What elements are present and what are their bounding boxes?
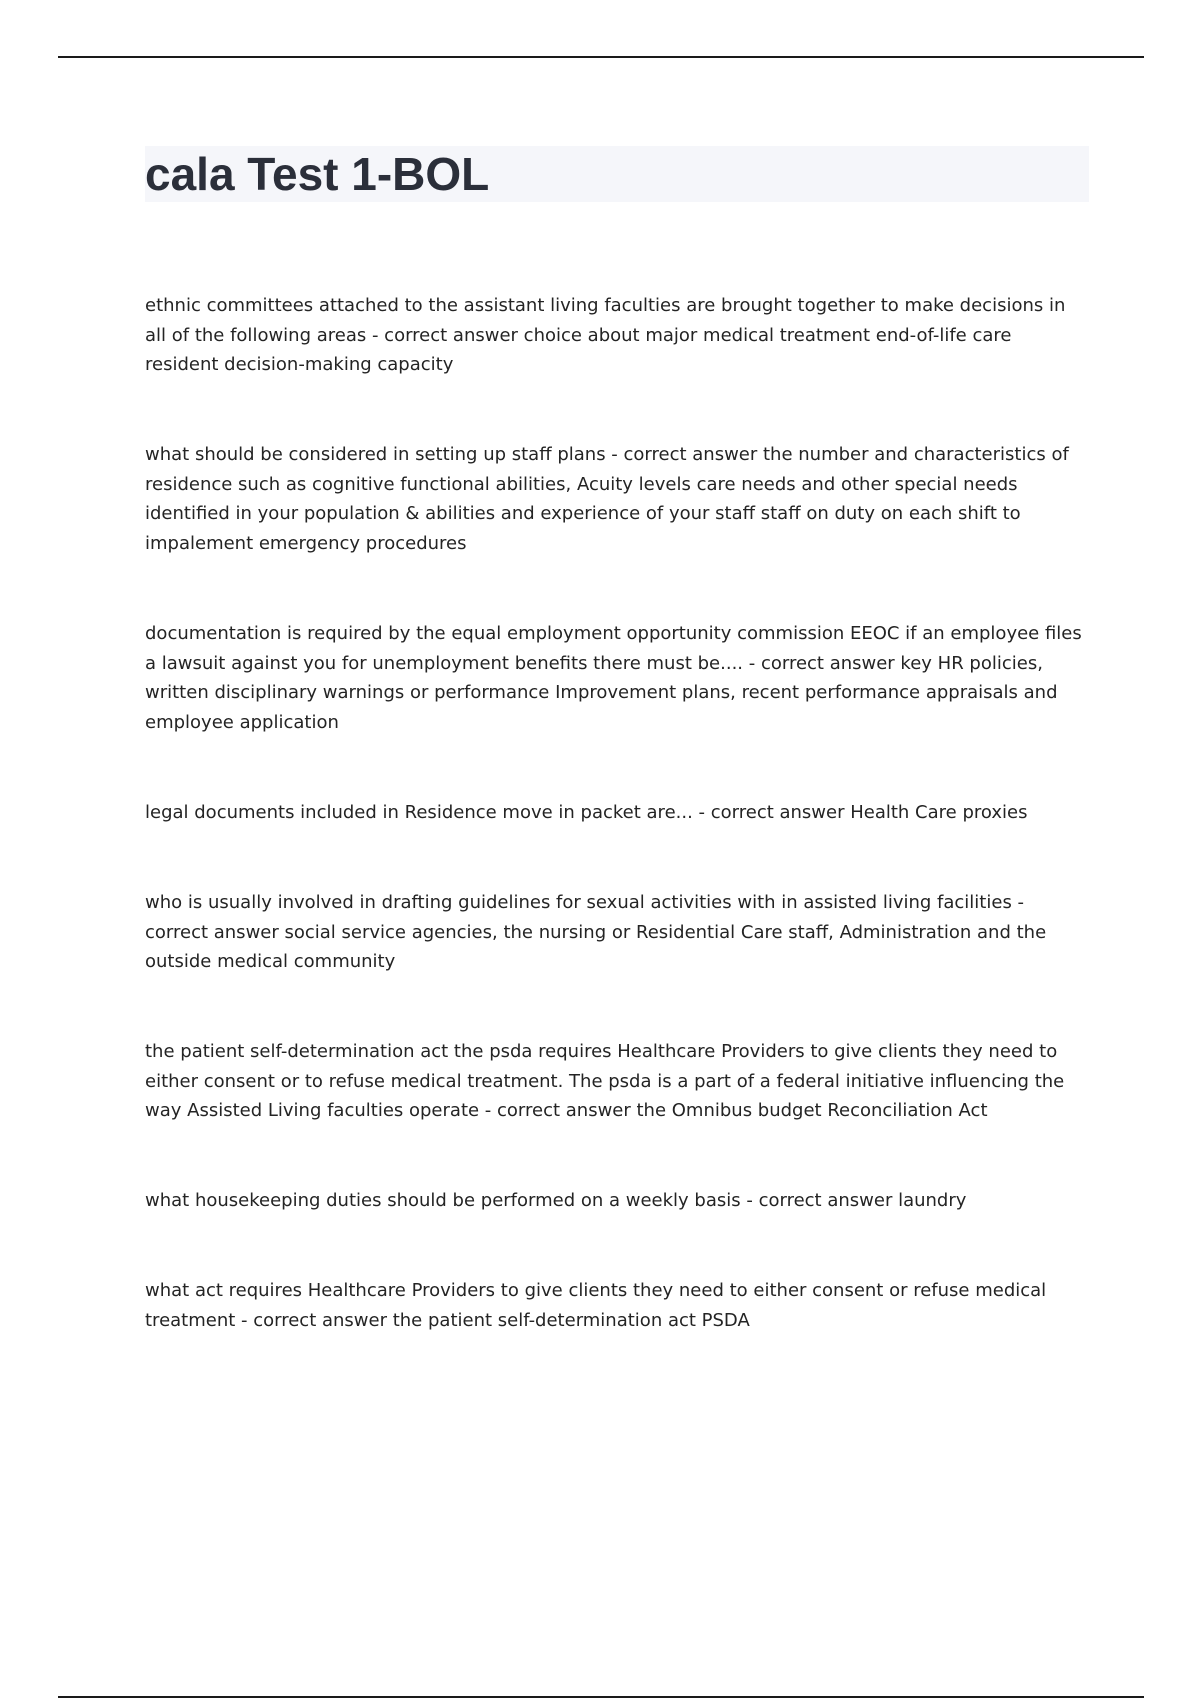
qa-entry: who is usually involved in drafting guidelines for sexual activities with in assisted living facilities - correct answer social service agencies, the nursing or Residential Care staff, Administration and the outside medical community <box>145 892 1047 972</box>
qa-entry: ethnic committees attached to the assistant living faculties are brought together to make decisions in all of the following areas - correct answer choice about major medical treatment end-of-life care resident decision-making capacity <box>145 295 1066 375</box>
qa-entry: the patient self-determination act the psda requires Healthcare Providers to give clients they need to either consent or to refuse medical treatment. The psda is a part of a federal initiative influencing the way Assisted Living faculties operate - correct answer the Omnibus budget Reconciliation Act <box>145 1041 1065 1121</box>
qa-entry: what should be considered in setting up staff plans - correct answer the number and characteristics of residence such as cognitive functional abilities, Acuity levels care needs and other special needs identified in your population & abilities and experience of your staff staff on duty on each shift to impalement emergency procedures <box>145 444 1069 554</box>
bottom-rule <box>58 1696 1144 1698</box>
qa-entry: what housekeeping duties should be performed on a weekly basis - correct answer laundry <box>145 1190 967 1211</box>
qa-entry: what act requires Healthcare Providers to give clients they need to either consent or refuse medical treatment - correct answer the patient self-determination act PSDA <box>145 1280 1047 1331</box>
qa-list <box>145 291 1090 1335</box>
qa-entry: legal documents included in Residence move in packet are... - correct answer Health Care proxies <box>145 802 1028 823</box>
qa-entry: documentation is required by the equal employment opportunity commission EEOC if an employee files a lawsuit against you for unemployment benefits there must be.... - correct answer key HR policies, written disciplinary warnings or performance Improvement plans, recent performance appraisals and employee application <box>145 623 1082 733</box>
document-title: cala Test 1-BOL <box>145 148 490 200</box>
top-rule <box>58 56 1144 58</box>
